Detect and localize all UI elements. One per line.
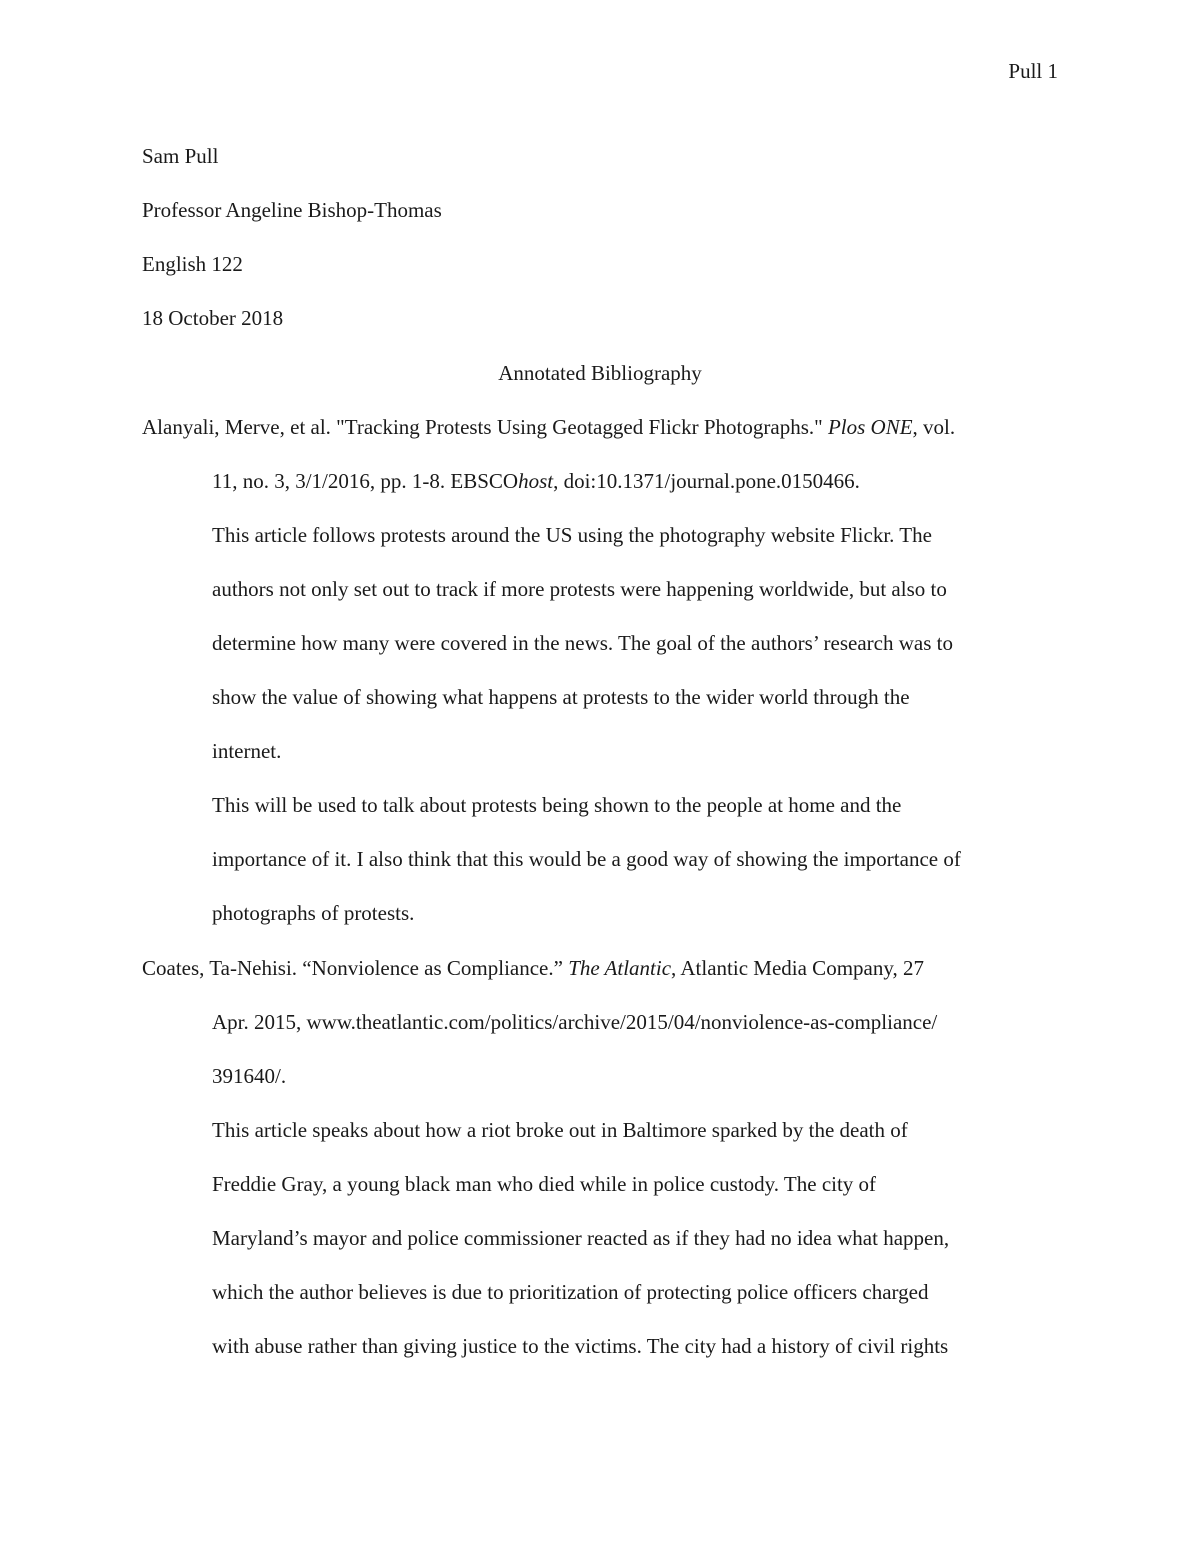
professor-name: Professor Angeline Bishop-Thomas — [142, 198, 442, 222]
citation-1-line-1 — [142, 414, 955, 440]
summary-1-line: authors not only set out to track if more protests were happening worldwide, but also to — [212, 577, 947, 601]
citation-2-line-1 — [142, 955, 924, 981]
use-1-line: This will be used to talk about protests being shown to the people at home and the — [212, 793, 902, 817]
page-title: Annotated Bibliography — [498, 361, 702, 385]
citation-1-text-a: Alanyali, Merve, et al. "Tracking Protests Using Geotagged Flickr Photographs." — [142, 415, 828, 439]
summary-1-line: show the value of showing what happens at protests to the wider world through the — [212, 685, 910, 709]
citation-2-publication: The Atlantic — [568, 956, 672, 980]
citation-1-text-c: 11, no. 3, 3/1/2016, pp. 1-8. EBSCO — [212, 469, 519, 493]
summary-1-line: internet. — [212, 739, 282, 763]
use-1-line: importance of it. I also think that this would be a good way of showing the importance of — [212, 847, 961, 871]
running-head: Pull 1 — [1008, 59, 1058, 83]
citation-1-line-2 — [212, 468, 860, 494]
summary-1-line: This article follows protests around the US using the photography website Flickr. The — [212, 523, 932, 547]
summary-2-line: with abuse rather than giving justice to the victims. The city had a history of civil rights — [212, 1334, 949, 1358]
citation-2-line-2: Apr. 2015, www.theatlantic.com/politics/archive/2015/04/nonviolence-as-compliance/ — [212, 1010, 938, 1034]
student-name: Sam Pull — [142, 144, 219, 168]
date: 18 October 2018 — [142, 306, 284, 330]
course-name: English 122 — [142, 252, 243, 276]
citation-2-line-3: 391640/. — [212, 1064, 287, 1088]
use-1-line: photographs of protests. — [212, 901, 415, 925]
citation-1-text-b: , vol. — [912, 415, 956, 439]
summary-1-line: determine how many were covered in the news. The goal of the authors’ research was to — [212, 631, 953, 655]
citation-1-database: host — [518, 469, 554, 493]
summary-2-line: Freddie Gray, a young black man who died while in police custody. The city of — [212, 1172, 877, 1196]
summary-2-line: Maryland’s mayor and police commissioner reacted as if they had no idea what happen, — [212, 1226, 950, 1250]
citation-2-text-b: , Atlantic Media Company, 27 — [671, 956, 924, 980]
citation-2-text-a: Coates, Ta-Nehisi. “Nonviolence as Compliance.” — [142, 956, 569, 980]
summary-2-line: This article speaks about how a riot broke out in Baltimore sparked by the death of — [212, 1118, 908, 1142]
citation-1-text-d: , doi:10.1371/journal.pone.0150466. — [553, 469, 860, 493]
summary-2-line: which the author believes is due to prioritization of protecting police officers charged — [212, 1280, 929, 1304]
citation-1-journal: Plos ONE — [827, 415, 913, 439]
